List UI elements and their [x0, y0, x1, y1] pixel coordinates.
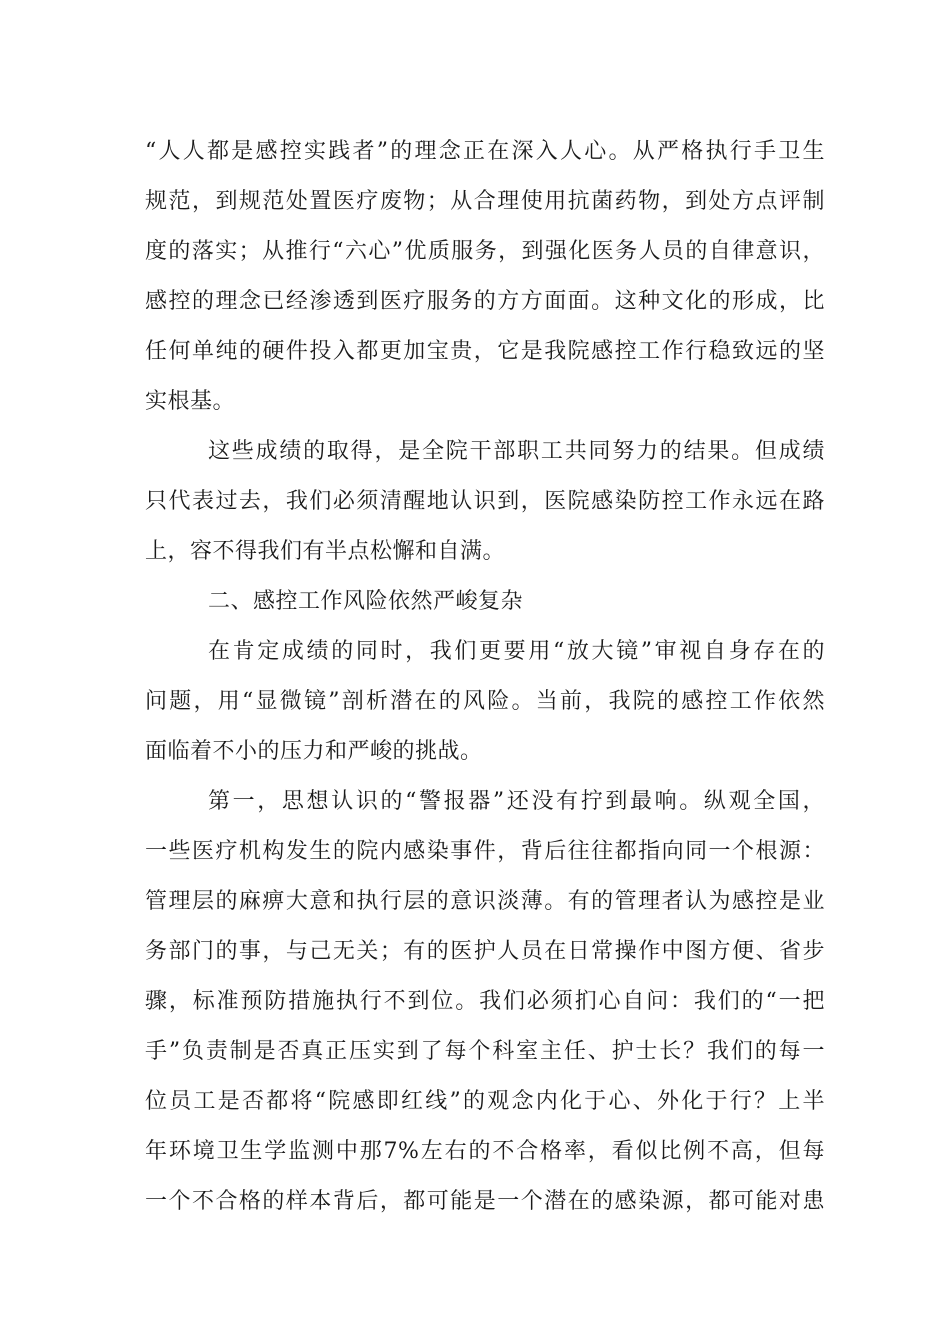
- paragraph-first-line: 在肯定成绩的同时，我们更要用“放大镜”审视自身存在的: [208, 639, 825, 664]
- text-line: 年环境卫生学监测中那7%左右的不合格率，看似比例不高，但每: [145, 1139, 825, 1164]
- text-line: “人人都是感控实践者”的理念正在深入人心。从严格执行手卫生: [145, 139, 825, 164]
- text-line: 务部门的事，与己无关；有的医护人员在日常操作中图方便、省步: [145, 939, 825, 964]
- paragraph-first-line: 这些成绩的取得，是全院干部职工共同努力的结果。但成绩: [208, 439, 825, 464]
- text-line: 度的落实；从推行“六心”优质服务，到强化医务人员的自律意识，: [145, 239, 825, 264]
- text-line: 骤，标准预防措施执行不到位。我们必须扪心自问：我们的“一把: [145, 989, 825, 1014]
- text-line: 管理层的麻痹大意和执行层的意识淡薄。有的管理者认为感控是业: [145, 889, 825, 914]
- text-line: 上，容不得我们有半点松懈和自满。: [145, 539, 506, 564]
- text-line: 规范，到规范处置医疗废物；从合理使用抗菌药物，到处方点评制: [145, 189, 825, 214]
- paragraph-first-line: 第一，思想认识的“警报器”还没有拧到最响。纵观全国，: [208, 789, 825, 814]
- text-line: 面临着不小的压力和严峻的挑战。: [145, 739, 483, 764]
- text-line: 实根基。: [145, 389, 236, 414]
- text-line: 手”负责制是否真正压实到了每个科室主任、护士长？我们的每一: [145, 1039, 825, 1064]
- text-line: 只代表过去，我们必须清醒地认识到，医院感染防控工作永远在路: [145, 489, 825, 514]
- text-line: 一些医疗机构发生的院内感染事件，背后往往都指向同一个根源：: [145, 839, 825, 864]
- section-heading: 二、感控工作风险依然严峻复杂: [208, 589, 524, 614]
- text-line: 问题，用“显微镜”剖析潜在的风险。当前，我院的感控工作依然: [145, 689, 825, 714]
- text-line: 一个不合格的样本背后，都可能是一个潜在的感染源，都可能对患: [145, 1189, 825, 1214]
- text-line: 感控的理念已经渗透到医疗服务的方方面面。这种文化的形成，比: [145, 289, 825, 314]
- text-line: 任何单纯的硬件投入都更加宝贵，它是我院感控工作行稳致远的坚: [145, 339, 825, 364]
- text-line: 位员工是否都将“院感即红线”的观念内化于心、外化于行？上半: [145, 1089, 825, 1114]
